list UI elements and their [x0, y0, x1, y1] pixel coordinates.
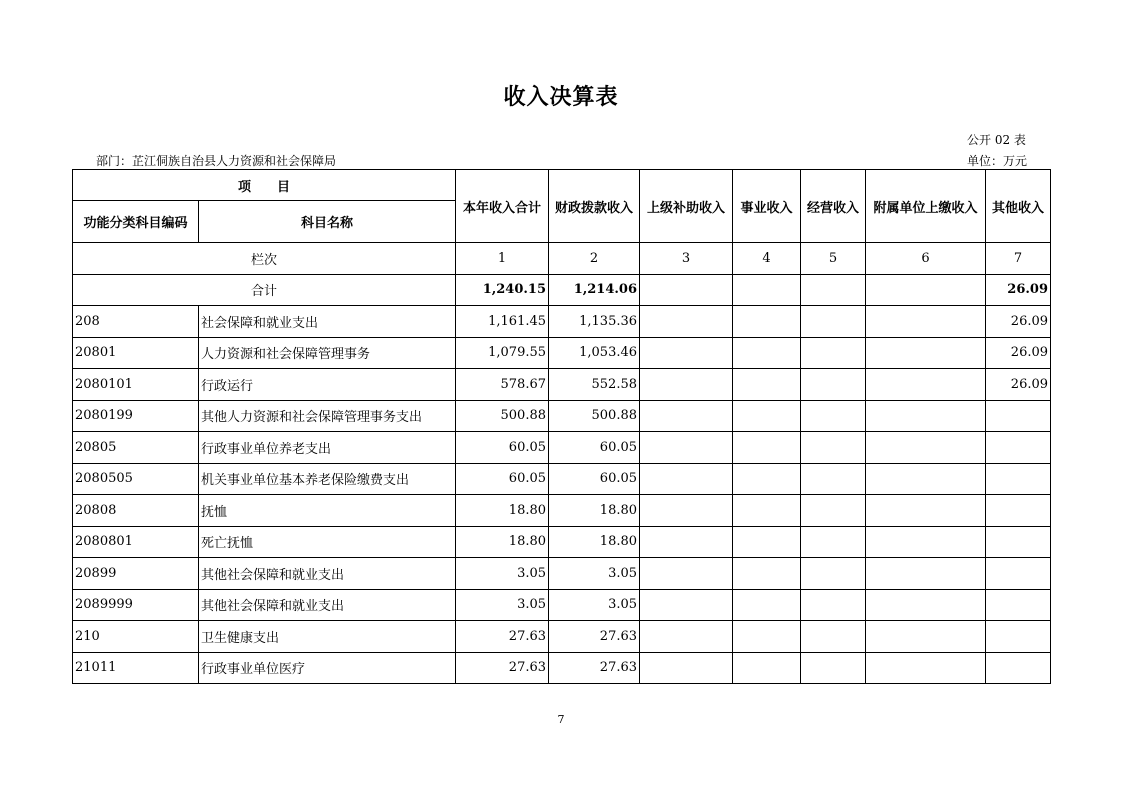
column-number: 1	[456, 243, 549, 275]
amount-cell: 500.88	[549, 400, 640, 432]
amount-cell: 1,161.45	[456, 306, 549, 338]
table-row	[73, 463, 1051, 495]
amount-cell	[640, 558, 733, 590]
amount-cell: 578.67	[456, 369, 549, 401]
column-number: 7	[986, 243, 1051, 275]
amount-cell: 60.05	[456, 432, 549, 464]
amount-cell	[640, 306, 733, 338]
amount-cell: 27.63	[549, 621, 640, 653]
amount-cell: 1,079.55	[456, 337, 549, 369]
amount-cell	[986, 652, 1051, 684]
amount-cell	[866, 337, 986, 369]
column-number: 3	[640, 243, 733, 275]
amount-cell: 18.80	[456, 495, 549, 527]
name-header: 科目名称	[199, 201, 456, 243]
page-title: 收入决算表	[503, 85, 619, 110]
subject-code: 2080505	[73, 463, 199, 495]
total-value	[640, 274, 733, 306]
table-row	[73, 432, 1051, 464]
column-number: 4	[733, 243, 801, 275]
subject-code: 210	[73, 621, 199, 653]
amount-cell	[640, 400, 733, 432]
item-header: 项 目	[73, 170, 456, 201]
total-value: 1,240.15	[456, 274, 549, 306]
amount-cell	[640, 526, 733, 558]
amount-cell	[986, 432, 1051, 464]
amount-cell: 1,135.36	[549, 306, 640, 338]
column-label: 栏次	[73, 243, 456, 275]
amount-cell	[801, 558, 866, 590]
amount-cell	[733, 621, 801, 653]
page-number: 7	[557, 713, 565, 726]
amount-cell	[866, 369, 986, 401]
subject-name: 其他社会保障和就业支出	[199, 558, 456, 590]
amount-cell	[866, 526, 986, 558]
amount-cell	[801, 621, 866, 653]
amount-cell	[866, 558, 986, 590]
table-row	[73, 495, 1051, 527]
amount-cell	[640, 621, 733, 653]
amount-cell: 3.05	[549, 558, 640, 590]
fiscal-income-header: 财政拨款收入	[549, 170, 640, 243]
column-number: 2	[549, 243, 640, 275]
affiliated-income-header: 附属单位上缴收入	[866, 170, 986, 243]
amount-cell	[640, 589, 733, 621]
amount-cell	[801, 589, 866, 621]
subject-code: 21011	[73, 652, 199, 684]
table-row	[73, 589, 1051, 621]
amount-cell	[640, 652, 733, 684]
amount-cell	[986, 495, 1051, 527]
subject-code: 20805	[73, 432, 199, 464]
table-row	[73, 400, 1051, 432]
subject-name: 死亡抚恤	[199, 526, 456, 558]
subject-code: 2089999	[73, 589, 199, 621]
code-header: 功能分类科目编码	[73, 201, 199, 243]
column-number: 5	[801, 243, 866, 275]
amount-cell	[866, 589, 986, 621]
amount-cell: 18.80	[549, 526, 640, 558]
table-row	[73, 621, 1051, 653]
subject-name: 机关事业单位基本养老保险缴费支出	[199, 463, 456, 495]
document-number: 公开 02 表	[967, 133, 1026, 147]
subject-name: 行政事业单位养老支出	[199, 432, 456, 464]
amount-cell	[733, 337, 801, 369]
amount-cell	[866, 495, 986, 527]
amount-cell	[733, 589, 801, 621]
amount-cell: 26.09	[986, 337, 1051, 369]
income-table	[72, 169, 1051, 684]
amount-cell	[866, 400, 986, 432]
amount-cell: 500.88	[456, 400, 549, 432]
subject-code: 20899	[73, 558, 199, 590]
amount-cell: 18.80	[549, 495, 640, 527]
amount-cell	[801, 432, 866, 464]
amount-cell	[986, 463, 1051, 495]
amount-cell	[640, 463, 733, 495]
amount-cell: 26.09	[986, 306, 1051, 338]
amount-cell	[733, 652, 801, 684]
total-value	[866, 274, 986, 306]
amount-cell: 552.58	[549, 369, 640, 401]
subject-name: 人力资源和社会保障管理事务	[199, 337, 456, 369]
unit-label: 单位：万元	[967, 154, 1028, 168]
total-income-header: 本年收入合计	[456, 170, 549, 243]
amount-cell	[986, 558, 1051, 590]
amount-cell: 18.80	[456, 526, 549, 558]
table-row	[73, 558, 1051, 590]
subject-name: 其他社会保障和就业支出	[199, 589, 456, 621]
other-income-header: 其他收入	[986, 170, 1051, 243]
subject-name: 抚恤	[199, 495, 456, 527]
amount-cell: 27.63	[549, 652, 640, 684]
table-row	[73, 337, 1051, 369]
table-row	[73, 652, 1051, 684]
amount-cell	[733, 306, 801, 338]
amount-cell	[801, 463, 866, 495]
amount-cell	[733, 495, 801, 527]
column-number: 6	[866, 243, 986, 275]
amount-cell	[733, 526, 801, 558]
subject-name: 其他人力资源和社会保障管理事务支出	[199, 400, 456, 432]
subject-name: 行政运行	[199, 369, 456, 401]
amount-cell	[733, 432, 801, 464]
amount-cell: 1,053.46	[549, 337, 640, 369]
subject-code: 208	[73, 306, 199, 338]
amount-cell	[733, 558, 801, 590]
amount-cell	[866, 463, 986, 495]
amount-cell	[801, 495, 866, 527]
amount-cell: 60.05	[549, 463, 640, 495]
amount-cell	[733, 463, 801, 495]
amount-cell	[801, 400, 866, 432]
total-value: 1,214.06	[549, 274, 640, 306]
subject-name: 卫生健康支出	[199, 621, 456, 653]
table-row	[73, 369, 1051, 401]
column-number-row	[73, 243, 1051, 275]
table-row	[73, 526, 1051, 558]
amount-cell	[866, 621, 986, 653]
subject-name: 社会保障和就业支出	[199, 306, 456, 338]
operating-income-header: 经营收入	[801, 170, 866, 243]
amount-cell	[986, 589, 1051, 621]
subject-name: 行政事业单位医疗	[199, 652, 456, 684]
amount-cell	[801, 369, 866, 401]
amount-cell: 27.63	[456, 652, 549, 684]
total-row	[73, 274, 1051, 306]
amount-cell	[640, 432, 733, 464]
amount-cell	[986, 526, 1051, 558]
amount-cell	[733, 369, 801, 401]
amount-cell	[733, 400, 801, 432]
amount-cell: 27.63	[456, 621, 549, 653]
amount-cell	[801, 526, 866, 558]
amount-cell	[866, 432, 986, 464]
amount-cell	[986, 400, 1051, 432]
amount-cell: 3.05	[549, 589, 640, 621]
amount-cell	[986, 621, 1051, 653]
amount-cell	[866, 652, 986, 684]
total-label: 合计	[73, 274, 456, 306]
amount-cell	[640, 369, 733, 401]
amount-cell	[866, 306, 986, 338]
subject-code: 2080801	[73, 526, 199, 558]
subject-code: 2080199	[73, 400, 199, 432]
amount-cell: 26.09	[986, 369, 1051, 401]
total-value: 26.09	[986, 274, 1051, 306]
subject-code: 20801	[73, 337, 199, 369]
amount-cell: 60.05	[456, 463, 549, 495]
upper-subsidy-header: 上级补助收入	[640, 170, 733, 243]
total-value	[801, 274, 866, 306]
amount-cell	[640, 337, 733, 369]
amount-cell	[801, 337, 866, 369]
amount-cell	[801, 306, 866, 338]
subject-code: 20808	[73, 495, 199, 527]
department-label: 部门：芷江侗族自治县人力资源和社会保障局	[96, 154, 337, 168]
total-value	[733, 274, 801, 306]
subject-code: 2080101	[73, 369, 199, 401]
amount-cell: 3.05	[456, 558, 549, 590]
business-income-header: 事业收入	[733, 170, 801, 243]
table-row	[73, 306, 1051, 338]
amount-cell	[640, 495, 733, 527]
amount-cell	[801, 652, 866, 684]
amount-cell: 60.05	[549, 432, 640, 464]
amount-cell: 3.05	[456, 589, 549, 621]
